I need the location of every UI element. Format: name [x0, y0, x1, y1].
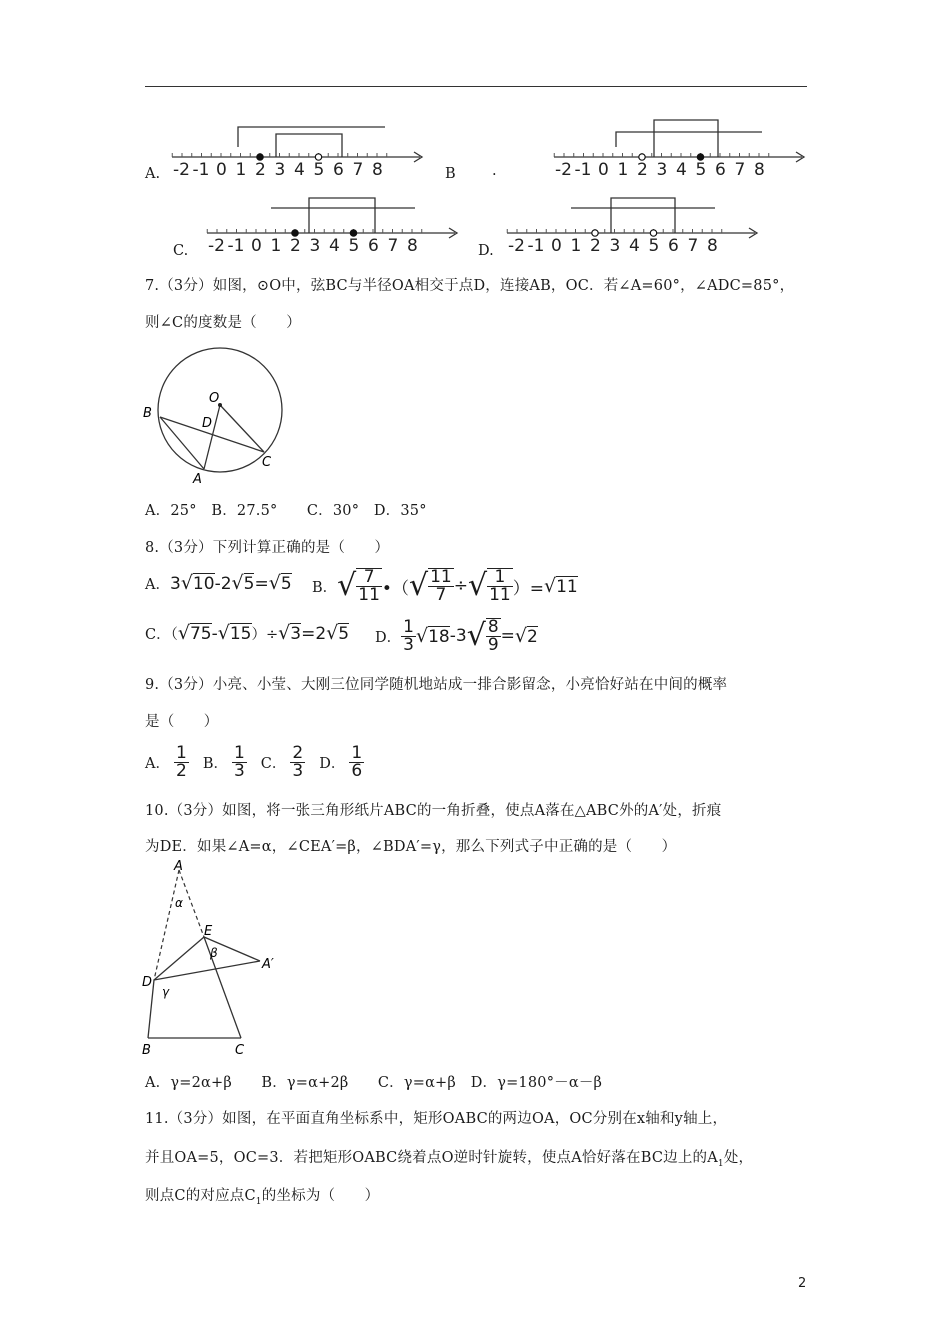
q8-b-den1: 11 — [358, 585, 380, 605]
q6-option-d-label: D. — [478, 243, 494, 259]
q9-a-den: 2 — [175, 760, 187, 781]
q8-d-den2: 9 — [487, 635, 499, 655]
q6-option-d-numberline — [505, 188, 767, 260]
tick-label: 6 — [715, 160, 726, 180]
q9-c-den: 3 — [292, 760, 304, 781]
q8-option-c: C．（√75-√15）÷√3=2√5 — [145, 622, 350, 644]
edge-da — [154, 961, 260, 980]
q8-b-label: B． — [312, 579, 338, 596]
tick-label: 5 — [648, 236, 660, 256]
page-number: 2 — [798, 1276, 807, 1291]
q10-line1: 10.（3分）如图，将一张三角形纸片ABC的一角折叠，使点A落在△ABC外的A′处，折痕 — [145, 803, 722, 819]
q8-b-den2: 7 — [435, 585, 447, 605]
q8-d-num: 1 — [403, 616, 414, 637]
tick-label: 2 — [590, 236, 601, 256]
q6-option-b-dot: . — [492, 163, 497, 179]
q10-options: A．γ=2α+β B．γ=α+2β C．γ=α+β D．γ=180°－α－β — [145, 1075, 603, 1091]
q6-option-a-numberline — [170, 112, 432, 184]
q8-a-minus: - — [214, 574, 221, 594]
closed-endpoint — [350, 230, 356, 236]
tick-label: 2 — [290, 236, 301, 256]
q8-d-coef: 3 — [455, 626, 467, 646]
q9-d-num: 1 — [351, 742, 363, 763]
open-endpoint — [639, 154, 645, 160]
tick-label: 0 — [251, 236, 262, 256]
tick-label: 0 — [551, 236, 562, 256]
q11-line3-text: 则点C的对应点C — [145, 1188, 256, 1204]
label-alpha: α — [175, 896, 183, 910]
q8-b-num2: 11 — [430, 567, 452, 587]
tick-label: 3 — [609, 236, 621, 256]
tick-label: 6 — [333, 160, 344, 180]
label-c: C — [235, 1043, 245, 1058]
closed-endpoint — [292, 230, 298, 236]
tick-label: 6 — [668, 236, 679, 256]
tick-label: 4 — [676, 160, 687, 180]
q7-line2: 则∠C的度数是（ ） — [145, 315, 301, 331]
q8-c-minus: - — [211, 624, 218, 644]
label-aprime: A′ — [262, 957, 274, 972]
tick-label: -1 — [527, 236, 545, 256]
q11-line3-sub: 1 — [255, 1196, 262, 1207]
q8-b-den3: 11 — [489, 585, 511, 605]
tick-label: -2 — [208, 236, 225, 256]
q8-d-rad1: 18 — [428, 626, 450, 647]
open-endpoint — [315, 154, 321, 160]
label-e: E — [204, 924, 213, 939]
q11-line3 — [145, 1184, 379, 1207]
q8-d-num2: 8 — [487, 617, 499, 637]
q6-option-a-label: A. — [145, 166, 161, 182]
tick-label: 4 — [294, 160, 305, 180]
q8-a-eq: = — [254, 574, 269, 594]
tick-label: 5 — [348, 236, 360, 256]
tick-label: -2 — [508, 236, 525, 256]
q8-d-label: D． — [375, 629, 402, 646]
tick-label: 5 — [695, 160, 707, 180]
q9-a-num: 1 — [175, 742, 187, 763]
bracket-top — [238, 127, 385, 147]
q6-option-c-numberline — [205, 188, 467, 260]
tick-label: 1 — [270, 236, 282, 256]
q8-b-num1: 7 — [356, 569, 382, 587]
q6-option-c-label: C. — [173, 243, 189, 259]
bracket-top — [616, 132, 762, 147]
closed-endpoint — [697, 154, 703, 160]
q9-line1: 9.（3分）小亮、小莹、大刚三位同学随机地站成一排合影留念，小亮恰好站在中间的概率 — [145, 677, 728, 693]
tick-label: -1 — [227, 236, 245, 256]
tick-label: 2 — [255, 160, 266, 180]
q11-line1: 11.（3分）如图，在平面直角坐标系中，矩形OABC的两边OA，OC分别在x轴和y轴上， — [145, 1111, 728, 1127]
q9-c-num: 2 — [292, 742, 304, 763]
open-endpoint — [592, 230, 598, 236]
tick-label: 7 — [352, 160, 364, 180]
label-b: B — [143, 406, 152, 421]
label-a: A — [193, 472, 202, 487]
q8-c-rad3: 3 — [290, 624, 302, 644]
label-a: A — [174, 860, 183, 874]
header-rule — [145, 86, 807, 87]
q8-c-rad1: 75 — [189, 624, 212, 644]
tick-label: 8 — [407, 236, 418, 256]
tick-label: 5 — [313, 160, 325, 180]
tick-label: 4 — [329, 236, 340, 256]
q11-line2 — [145, 1146, 753, 1169]
q6-option-b-label: B — [445, 166, 456, 182]
q11-line2-text: 并且OA=5，OC=3．若把矩形OABC绕着点O逆时针旋转，使点A恰好落在BC边上的A — [145, 1150, 718, 1166]
q9-d-den: 6 — [351, 760, 363, 781]
q8-b-div: ÷ — [453, 576, 468, 596]
q7-options: A．25° B．27.5° C．30° D．35° — [145, 503, 427, 519]
q8-c-eq: =2 — [301, 624, 327, 644]
q8-option-b: B． √ $\frac{7}{11}$ •（ √ $\frac{11}{7}$ ÷ √ $\frac{1}{11}$ ）= √ 11 — [312, 567, 578, 605]
tick-label: 3 — [656, 160, 668, 180]
q8-b-num3: 1 — [487, 569, 513, 587]
q6-option-b-numberline — [552, 112, 814, 184]
q8-c-rad2: 15 — [229, 624, 252, 644]
tick-label: 8 — [707, 236, 718, 256]
tick-label: 0 — [216, 160, 227, 180]
label-o: O — [209, 391, 220, 406]
q8-line1: 8.（3分）下列计算正确的是（ ） — [145, 540, 390, 556]
label-b: B — [142, 1043, 151, 1058]
q8-option-d: D． $\frac{1}{3}$ √ 18 - 3 √ $\frac{8}{9}$ = √ 2 — [375, 616, 538, 655]
q8-a-rad2: 5 — [243, 574, 255, 594]
tick-label: 8 — [372, 160, 383, 180]
q8-a-rad3: 5 — [280, 574, 292, 594]
tick-label: 1 — [570, 236, 582, 256]
q9-d-label: D． — [319, 755, 346, 772]
open-endpoint — [650, 230, 656, 236]
tick-label: 6 — [368, 236, 379, 256]
q8-a-coef2: 2 — [220, 574, 232, 594]
q8-b-rad: 11 — [556, 576, 578, 597]
q11-line2-end: 处， — [723, 1150, 754, 1166]
q8-d-rad2: 2 — [527, 626, 538, 647]
q9-b-den: 3 — [233, 760, 245, 781]
q7-circle-figure — [140, 345, 300, 490]
q11-line3-end: 的坐标为（ ） — [261, 1188, 380, 1204]
tick-label: 7 — [387, 236, 399, 256]
label-c: C — [262, 455, 272, 470]
q8-d-den: 3 — [403, 634, 414, 655]
crease-de — [154, 937, 204, 980]
tick-label: 2 — [637, 160, 648, 180]
bracket-inner — [611, 198, 675, 233]
tick-label: 8 — [754, 160, 765, 180]
q9-options — [145, 740, 364, 784]
q8-c-label: C．（ — [145, 627, 178, 643]
tick-label: -2 — [555, 160, 572, 180]
q9-b-num: 1 — [233, 742, 245, 763]
q10-fold-figure — [138, 860, 298, 1060]
q9-line2: 是（ ） — [145, 714, 219, 730]
circle-o — [158, 348, 282, 472]
q8-b-dot: •（ — [381, 578, 409, 599]
tick-label: -1 — [574, 160, 592, 180]
bracket-inner — [654, 120, 718, 157]
label-d: D — [142, 975, 153, 990]
label-beta: β — [210, 946, 218, 960]
label-gamma: γ — [162, 985, 170, 999]
q8-a-coef1: 3 — [169, 574, 181, 594]
tick-label: 7 — [687, 236, 699, 256]
tick-label: -2 — [173, 160, 190, 180]
bracket-inner — [309, 198, 375, 233]
tick-label: 7 — [734, 160, 746, 180]
edge-ad-dashed — [154, 870, 179, 980]
q7-line1: 7.（3分）如图，⊙O中，弦BC与半径OA相交于点D，连接AB，OC．若∠A=60°，∠ADC=85°， — [145, 278, 795, 294]
q9-a-label: A． — [145, 755, 170, 772]
tick-label: 1 — [617, 160, 629, 180]
q8-d-minus: - — [449, 626, 456, 646]
tick-label: 3 — [274, 160, 286, 180]
q8-a-rad1: 10 — [192, 574, 215, 594]
tick-label: 0 — [598, 160, 609, 180]
closed-endpoint — [257, 154, 263, 160]
tick-label: 3 — [309, 236, 321, 256]
q8-c-rad4: 5 — [338, 624, 350, 644]
q8-d-eq: = — [500, 626, 515, 646]
tick-label: 4 — [629, 236, 640, 256]
q8-option-a: A．3√10-2√5=√5 — [145, 572, 292, 594]
tick-label: 1 — [235, 160, 247, 180]
q9-b-label: B． — [202, 755, 228, 772]
q10-line2: 为DE．如果∠A=α，∠CEA′=β，∠BDA′=γ，那么下列式子中正确的是（ ） — [145, 839, 677, 855]
q8-c-close: ）÷ — [251, 627, 279, 643]
q9-c-label: C． — [260, 755, 287, 772]
q8-a-label: A． — [145, 577, 170, 593]
tick-label: -1 — [192, 160, 210, 180]
label-d: D — [202, 416, 213, 431]
q8-b-close: ）= — [512, 578, 544, 599]
q11-line2-sub: 1 — [717, 1158, 724, 1169]
